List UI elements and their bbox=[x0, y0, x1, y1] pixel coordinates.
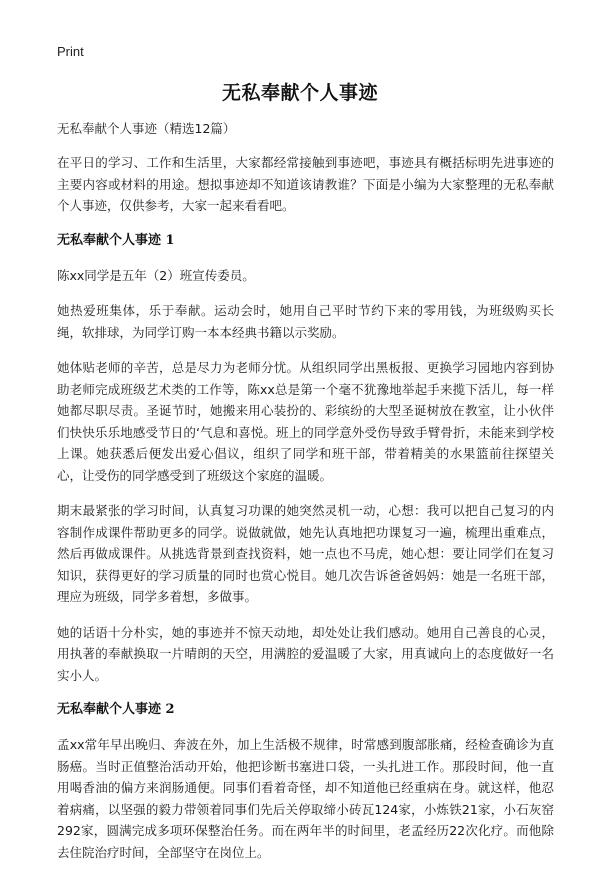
section-1-paragraph-3: 她体贴老师的辛苦，总是尽力为老师分忧。从组织同学出黑板报、更换学习园地内容到协助老师完成班级艺术类的工作等，陈xx总是第一个毫不犹豫地举起手来揽下活儿，每一样她都尽职尽责。圣诞节时，她搬来用心装扮的、彩缤纷的大型圣诞树放在教室，让小伙伴们快快乐乐地感受节日的‘气息和喜悦。班上的同学意外受伤导致手臂骨折，未能来到学校上课。她获悉后便发出爱心倡议，组织了同学和班干部，带着精美的水果篮前往探望关心，让受伤的同学感受到了班级这个家庭的温暖。 bbox=[57, 360, 554, 483]
section-1-paragraph-2: 她热爱班集体，乐于奉献。运动会时，她用自己平时节约下来的零用钱，为班级购买长绳，软排球，为同学订购一本本经典书籍以示奖励。 bbox=[57, 303, 554, 340]
section-1-paragraph-1: 陈xx同学是五年（2）班宣传委员。 bbox=[57, 267, 255, 283]
intro-paragraph: 在平日的学习、工作和生活里，大家都经常接触到事迹吧，事迹具有概括标明先进事迹的主要内容或材料的用途。想拟事迹却不知道该请教谁？下面是小编为大家整理的无私奉献个人事迹，仅供参考，大家一起来看看吧。 bbox=[57, 155, 554, 213]
document-body bbox=[57, 120, 554, 877]
section-2-paragraph-1: 孟xx常年早出晚归、奔波在外，加上生活极不规律，时常感到腹部胀痛，经检查确诊为直肠癌。当时正值整治活动开始，他把诊断书塞进口袋，一头扎进工作。那段时间，他一直用喝香油的偏方来润肠通便。同事们看着奇怪，却不知道他已经重病在身。就这样，他忍着病痛，以坚强的毅力带领着同事们先后关停取缔小砖瓦124家，小炼铁21家，小石灰窑292家，圆满完成多项环保整治任务。而在两年半的时间里，老孟经历22次化疗。而他除去住院治疗时间，全部坚守在岗位上。 bbox=[57, 737, 554, 860]
print-link[interactable]: Print bbox=[57, 44, 84, 59]
section-1-paragraph-5: 她的话语十分朴实，她的事迹并不惊天动地，却处处让我们感动。她用自己善良的心灵，用执著的奉献换取一片晴朗的天空，用满腔的爱温暖了大家，用真诚向上的态度做好一名实小人。 bbox=[57, 624, 554, 683]
page-title: 无私奉献个人事迹 bbox=[221, 82, 378, 104]
section-heading-2: 无私奉献个人事迹 2 bbox=[57, 702, 175, 717]
section-heading-1: 无私奉献个人事迹 1 bbox=[57, 232, 175, 248]
section-1-paragraph-4: 期末最紧张的学习时间，认真复习功课的她突然灵机一动，心想：我可以把自己复习的内容制作成课件帮助更多的同学。说做就做，她先认真地把功课复习一遍，梳理出重难点，然后再做成课件。从挑选背景到查找资料，她一点也不马虎，她心想：要让同学们在复习知识，获得更好的学习质量的同时也赏心悦目。她几次告诉爸爸妈妈：她是一名班干部，理应为班级，同学多着想，多做事。 bbox=[57, 503, 554, 604]
document-subtitle: 无私奉献个人事迹（精选12篇） bbox=[57, 121, 236, 136]
